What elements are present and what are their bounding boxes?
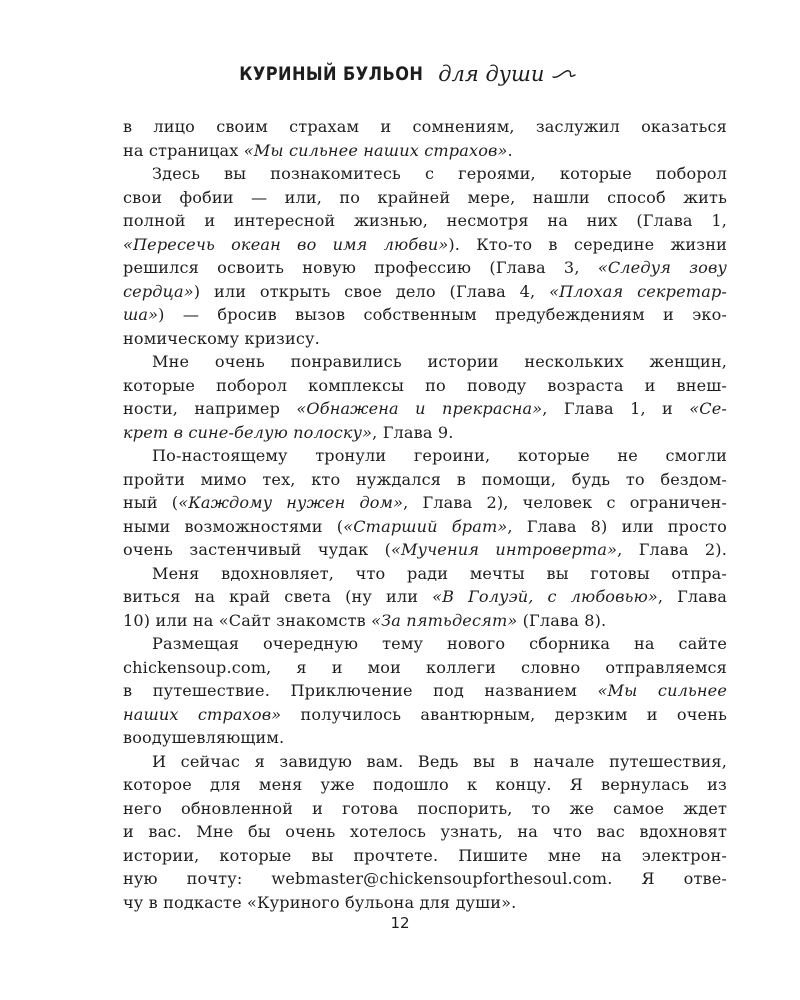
text-line: [123, 303, 727, 327]
text-line: [123, 632, 727, 656]
text-segment: ный (: [123, 493, 179, 512]
text-segment: и вас. Мне бы очень хотелось узнать, на что вас вдохновят: [123, 822, 727, 841]
text-segment: Размещая очередную тему нового сборника на сайте: [152, 634, 727, 653]
text-segment: , Глава 1, и: [542, 399, 690, 418]
text-segment: Здесь вы познакомитесь с героями, которые поборол: [152, 164, 727, 183]
text-segment: очень застенчивый чудак (: [123, 540, 392, 559]
text-segment: чу в подкасте «Куриного бульона для души».: [123, 892, 517, 912]
italic-title: «За пятьдесят»: [371, 610, 518, 630]
text-segment: , Глава 9.: [372, 422, 454, 442]
text-line: [123, 397, 727, 421]
header-swash-icon: [551, 65, 577, 83]
text-line: [123, 515, 727, 539]
text-line: [123, 115, 727, 139]
body-text: [123, 115, 727, 914]
italic-title: «Мы сильнее наших страхов»: [243, 140, 508, 160]
text-line: [123, 162, 727, 186]
text-segment: ными возможностями (: [123, 516, 344, 536]
text-line: [123, 468, 727, 492]
page-number: 12: [390, 914, 410, 932]
text-line: [123, 891, 727, 915]
text-line: [123, 421, 727, 445]
text-line: [123, 844, 727, 868]
text-segment: пройти мимо тех, кто нуждался в помощи, будь то бездом-: [123, 469, 727, 489]
text-line: [123, 538, 727, 562]
text-line: [123, 209, 727, 233]
text-segment: ). Кто-то в середине жизни: [448, 234, 727, 254]
text-segment: получилось авантюрным, дерзким и очень: [281, 704, 727, 724]
text-segment: которые поборол комплексы по поводу возраста и внеш-: [123, 375, 727, 395]
italic-title: «Мы сильнее: [597, 681, 727, 700]
text-segment: ности, например: [123, 399, 297, 418]
italic-title: «В Голуэй, с любовью»: [432, 587, 658, 606]
text-line: [123, 350, 727, 374]
text-line: [123, 491, 727, 515]
text-line: [123, 374, 727, 398]
text-segment: полной и интересной жизнью, несмотря на них (Глава 1,: [123, 211, 727, 230]
text-line: [123, 703, 727, 727]
text-segment: 10) или на «Сайт знакомств: [123, 610, 372, 630]
italic-title: «Се-: [689, 399, 727, 418]
text-segment: в лицо своим страхам и сомнениям, заслужил оказаться: [123, 117, 727, 136]
text-segment: ) или открыть свое дело (Глава 4,: [193, 281, 550, 301]
text-line: [123, 233, 727, 257]
text-segment: chickensoup.com, я и мои коллеги словно отправляемся: [123, 657, 727, 677]
text-segment: И сейчас я завидую вам. Ведь вы в начале путешествия,: [152, 751, 727, 771]
text-segment: Мне очень понравились истории нескольких женщин,: [152, 352, 727, 371]
text-segment: виться на край света (ну или: [123, 587, 433, 606]
text-line: [123, 280, 727, 304]
text-segment: (Глава 8).: [517, 610, 607, 630]
text-segment: .: [507, 140, 513, 160]
italic-title: «Обнажена и прекрасна»: [296, 399, 543, 418]
text-segment: ную почту: webmaster@chickensoupforthesoul.com. Я отве-: [123, 869, 727, 888]
text-segment: которое для меня уже подошло к концу. Я вернулась из: [123, 775, 727, 794]
text-segment: По-настоящему тронули героини, которые не смогли: [152, 446, 727, 465]
text-segment: истории, которые вы прочтете. Пишите мне на электрон-: [123, 845, 727, 865]
text-line: [123, 867, 727, 891]
italic-title: «Мучения интроверта»: [391, 540, 618, 559]
text-segment: на страницах: [123, 140, 244, 160]
text-segment: в путешествие. Приключение под названием: [123, 681, 598, 700]
text-line: [123, 186, 727, 210]
italic-title: ша»: [123, 305, 159, 324]
header-title: КУРИНЫЙ БУЛЬОН: [238, 63, 423, 85]
text-segment: номическому кризису.: [123, 328, 320, 348]
text-line: [123, 327, 727, 351]
text-line: [123, 609, 727, 633]
text-line: [123, 562, 727, 586]
text-line: [123, 750, 727, 774]
header-title-script: для души: [438, 62, 545, 86]
italic-title: «Старший брат»: [343, 516, 508, 536]
text-line: [123, 256, 727, 280]
text-line: [123, 797, 727, 821]
text-line: [123, 444, 727, 468]
text-segment: ) — бросив вызов собственным предубеждениям и эко-: [158, 305, 727, 324]
text-segment: решился освоить новую профессию (Глава 3,: [123, 258, 598, 277]
text-segment: него обновленной и готова поспорить, то же самое ждет: [123, 798, 727, 818]
italic-title: крет в сине-белую полоску»: [123, 422, 373, 442]
text-line: [123, 820, 727, 844]
text-segment: , Глава: [657, 587, 727, 606]
text-segment: Меня вдохновляет, что ради мечты вы готовы отпра-: [152, 563, 727, 583]
text-line: [123, 139, 727, 163]
italic-title: наших страхов»: [123, 704, 282, 724]
text-line: [123, 585, 727, 609]
text-line: [123, 726, 727, 750]
text-segment: , Глава 2), человек с ограничен-: [403, 493, 727, 512]
italic-title: «Следуя зову: [597, 258, 727, 277]
italic-title: сердца»: [123, 281, 194, 301]
text-segment: , Глава 8) или просто: [507, 516, 727, 536]
text-line: [123, 773, 727, 797]
text-line: [123, 679, 727, 703]
italic-title: «Плохая секретар-: [549, 281, 727, 301]
text-line: [123, 656, 727, 680]
italic-title: «Пересечь океан во имя любви»: [123, 234, 449, 254]
running-header: [0, 62, 800, 86]
text-segment: воодушевляющим.: [123, 728, 285, 747]
text-segment: , Глава 2).: [617, 540, 727, 559]
italic-title: «Каждому нужен дом»: [178, 493, 404, 512]
text-segment: свои фобии — или, по крайней мере, нашли способ жить: [123, 187, 727, 207]
